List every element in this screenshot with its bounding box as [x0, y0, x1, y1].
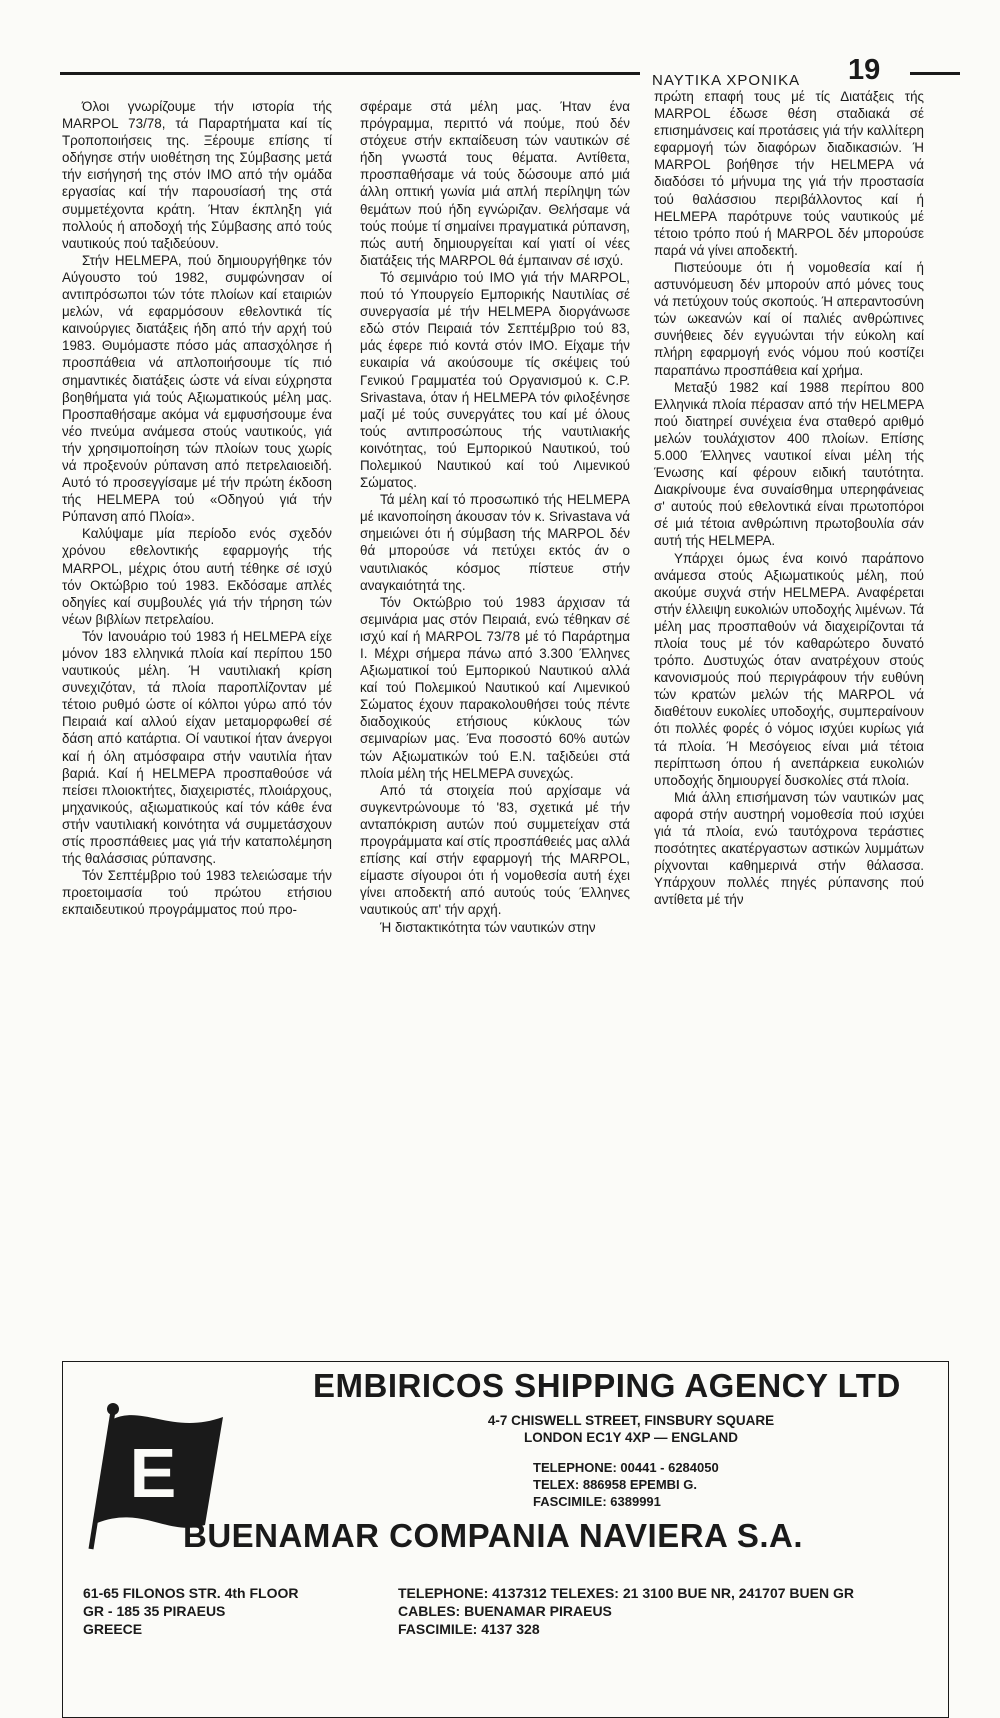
paragraph: Ή διστακτικότητα τών ναυτικών στην: [380, 919, 596, 935]
buenamar-contact: [398, 1584, 854, 1638]
paragraph: Μιά άλλη επισήμανση τών ναυτικών μας αφορά στήν αυστηρή νομοθεσία πού ισχύει γιά τά πλοία, ενώ ταυτόχρονα τεράστιες ποσότητες ακατέργαστων αστικών λυμμάτων ρίχνονται καθημερινά στήν θάλασσα. Υπάρχουν πολλές πηγές ρύπανσης πού αντίθετα μέ τήν: [654, 789, 924, 908]
address-line: GREECE: [83, 1621, 143, 1637]
svg-text:E: E: [129, 1434, 177, 1512]
embiricos-address: [481, 1412, 781, 1446]
paragraph: Τόν Ιανουάριο τού 1983 ή HELMEPA είχε μόνον 183 ελληνικά πλοία καί περίπου 150 ναυτικούς μέλη. Ή ναυτιλιακή κρίση συνεχιζόταν, τά πλοία παροπλίζονταν μέ τέτοιο ρυθμό ώστε οί κόλποι γύρω από τόν Πειραιά καί αλλού είχαν μεταμορφωθεί σέ δάση από κατάρτια. Οί ναυτικοί ήταν άνεργοι καί ή όλη ατμόσφαιρα στήν ναυτιλία ήταν βαριά. Καί ή HELMEPA προσπαθούσε νά πείσει πλοιοκτήτες, διαχειριστές, πλοιάρχους, μηχανικούς, αξιωματικούς καί τόν κάθε ένα στήν ναυτιλιακή κοινότητα νά συμμετάσχουν στίς προσπάθειες μας γιά τήν καταπολέμηση τής θαλάσσιας ρύπανσης.: [62, 628, 332, 867]
paragraph: Από τά στοιχεία πού αρχίσαμε νά συγκεντρώνουμε τό '83, σχετικά μέ τήν ανταπόκριση αυτών πού συμμετείχαν στά προγράμματα καί στίς προσπάθειές μας αλλά επίσης καί στήν εφαρμογή τής MARPOL, είμαστε σίγουροι ότι ή νομοθεσία αυτή έχει γίνει αποδεκτή από αυτούς τούς Έλληνες ναυτικούς απ' τήν αρχή.: [360, 782, 630, 918]
paragraph: Όλοι γνωρίζουμε τήν ιστορία τής MARPOL 73/78, τά Παραρτήματα καί τίς Τροποποιήσεις της. Ξέρουμε επίσης τί οδήγησε στήν υιοθέτηση της Σύμβασης μετά τήν εισήγησή της στόν IMO από τήν ομάδα εργασίας καί τήν παρουσίασή της στά συμμετέχοντα κράτη. Ήταν έκπληξη γιά πολλούς ή αποδοχή τής Σύμβασης από τούς ναυτικούς πού ταξιδεύουν.: [62, 99, 332, 251]
article-column-2: [360, 98, 630, 936]
advertisement-box: [62, 1361, 949, 1718]
page-number: 19: [848, 54, 881, 86]
embiricos-contact: [533, 1459, 719, 1510]
paragraph: Πιστεύουμε ότι ή νομοθεσία καί ή αστυνόμευση δέν μπορούν από μόνες τους νά πετύχουν τούς σκοπούς. Ή απεραντοσύνη τών ωκεανών καί οί παλιές ανθρώπινες συνήθειες δέν εγγυώνται τήν εύκολη καί πλήρη εφαρμογή ενός νόμου πού κοστίζει παραπάνω προσπάθεια καί χρήμα.: [654, 259, 924, 378]
address-line: 4-7 CHISWELL STREET, FINSBURY SQUARE: [487, 1413, 775, 1428]
page-header: [60, 54, 960, 89]
paragraph: Τόν Σεπτέμβριο τού 1983 τελειώσαμε τήν προετοιμασία τού πρώτου ετήσιου εκπαιδευτικού προγράμματος πού προ-: [62, 868, 332, 918]
paragraph: Τό σεμινάριο τού IMO γιά τήν MARPOL, πού τό Υπουργείο Εμπορικής Ναυτιλίας σέ συνεργασία μέ τήν HELMEPA διοργάνωσε εδώ στόν Πειραιά τόν Σεπτέμβριο τού 83, μάς έφερε πιό κοντά στόν IMO. Είχαμε τήν ευκαιρία νά ακούσουμε τίς σκέψεις τού Γενικού Γραμματέα τού Οργανισμού κ. C.P. Srivastava, όταν ή HELMEPA τόν φιλοξένησε μαζί μέ τούς συνεργάτες του καί μέ όλους τούς αντιπροσώπους τής ναυτιλιακής κοινότητας, τού Εμπορικού Ναυτικού, τού Πολεμικού Ναυτικού καί τού Λιμενικού Σώματος.: [360, 269, 630, 491]
paragraph: πρώτη επαφή τους μέ τίς Διατάξεις τής MARPOL έδωσε θέση σταδιακά σέ επισημάνσεις καί προτάσεις γιά τήν καλλίτερη εφαρμογή τών διαφόρων διαδικασιών. Ή MARPOL βοήθησε τήν HELMEPA νά διαδόσει τό μήνυμα της γιά τήν προστασία τού θαλάσσιου περιβάλλοντος καί ή HELMEPA παρότρυνε τούς ναυτικούς μέ τέτοιο τρόπο πού ή MARPOL δέν μπορούσε παρά νά γίνει αποδεκτή.: [654, 89, 924, 258]
header-rule-left: [60, 72, 640, 75]
telephone-line: TELEPHONE: 00441 - 6284050: [533, 1460, 719, 1475]
cables-line: CABLES: BUENAMAR PIRAEUS: [398, 1603, 612, 1619]
paragraph: Στήν HELMEPA, πού δημιουργήθηκε τόν Αύγουστο τού 1982, συμφώνησαν οί αντιπρόσωποι τών τότε πλοίων καί εταιριών μελών, νά εφαρμόσουν εθελοντικά τίς καινούργιες διατάξεις ήδη από τήν αρχή τού 1983. Θυμόμαστε πόσο μάς απασχόλησε ή προσπάθεια νά απλοποιήσουμε τίς πιό σημαντικές διατάξεις ώστε νά είναι εύχρηστα βοηθήματα γιά τούς Αξιωματικούς μέλη μας. Προσπαθήσαμε ακόμα νά εμφυσήσουμε ένα νέο πνεύμα ανάμεσα στούς ναυτικούς, γιά τήν χρησιμοποίηση τών πλοίων τους χωρίς νά προξενούν ρύπανση από πετρελαιοειδή. Αυτό τό προσεγγίσαμε μέ τήν πρώτη έκδοση τής HELMEPA τού «Οδηγού γιά τήν Ρύπανση από Πλοία».: [62, 252, 332, 525]
buenamar-address: [83, 1584, 298, 1638]
paragraph: Τόν Οκτώβριο τού 1983 άρχισαν τά σεμινάρια μας στόν Πειραιά, ενώ τέθηκαν σέ ισχύ καί ή MARPOL 73/78 μέ τό Παράρτημα I. Μέχρι σήμερα πάνω από 3.300 Έλληνες Αξιωματικοί τού Εμπορικού Ναυτικού αλλά καί τού Πολεμικού Ναυτικού καί Λιμενικού Σώματος έχουν παρακολουθήσει τούς πέντε διαδοχικούς ετήσιους κύκλους τών σεμιναρίων μας. Ένα ποσοστό 60% αυτών τών Αξιωματικών τού E.N. ταξιδεύει στά πλοία μέλη τής HELMEPA συνεχώς.: [360, 594, 630, 781]
article-body: [62, 89, 957, 1353]
publication-title: ΝΑΥΤΙΚΑ ΧΡΟΝΙΚΑ: [652, 72, 801, 89]
paragraph: Μεταξύ 1982 καί 1988 περίπου 800 Ελληνικά πλοία πέρασαν από τήν HELMEPA πού διατηρεί συνέχεια ένα σταθερό αριθμό μελών τουλάχιστον 400 πλοίων. Επίσης 5.000 Έλληνες ναυτικοί είναι μέλη τής Ένωσης καί φέρουν ειδική ταυτότητα. Διακρίνουμε ένα συναίσθημα υπερηφάνειας σ' αυτούς πού εθελοντικά είναι πρωτοπόροι σέ μιά τέτοια ανθρώπινη πρωτοβουλία σάν αυτή τής HELMEPA.: [654, 379, 924, 549]
paragraph: σφέραμε στά μέλη μας. Ήταν ένα πρόγραμμα, περιττό νά πούμε, πού δέν στόχευε στήν εκπαίδευση τών ναυτικών σέ ήδη γνωστά τους θέματα. Αντίθετα, προσπαθήσαμε νά τούς δώσουμε από μιά άλλη οπτική γωνία μιά απλή περίληψη τών θεμάτων πού ήδη εγνώριζαν. Θελήσαμε νά τούς πούμε τί σημαίνει πραγματικά ρύπανση, πώς αυτή δημιουργείται καί γιατί οί νέες διατάξεις τής MARPOL θά έμπαιναν σέ ισχύ.: [360, 99, 630, 268]
address-line: LONDON EC1Y 4XP — ENGLAND: [523, 1430, 739, 1445]
paragraph: Καλύψαμε μία περίοδο ενός σχεδόν χρόνου εθελοντικής εφαρμογής τής MARPOL, μέχρις ότου αυτή τέθηκε σέ ισχύ τόν Οκτώβριο τού 1983. Εκδόσαμε απλές οδηγίες καί συμβουλές γιά τήν τήρηση τών νέων βιβλίων πετρελαίου.: [62, 526, 332, 627]
article-column-1: [62, 98, 332, 919]
telephone-line: TELEPHONE: 4137312 TELEXES: 21 3100 BUE NR, 241707 BUEN GR: [398, 1585, 854, 1601]
fax-line: FASCIMILE: 6389991: [533, 1494, 661, 1509]
paragraph: Τά μέλη καί τό προσωπικό τής HELMEPA μέ ικανοποίηση άκουσαν τόν κ. Srivastava νά σημειώνει ότι ή σύμβαση τής MARPOL δέν θά μπορούσε νά πετύχει εκτός άν ο ναυτιλιακός κόσμος πίστευε στήν αναγκαιότητά της.: [360, 492, 630, 593]
address-line: GR - 185 35 PIRAEUS: [83, 1603, 226, 1619]
paragraph: Υπάρχει όμως ένα κοινό παράπονο ανάμεσα στούς Αξιωματικούς μέλη, πού ακούμε συχνά στήν HELMEPA. Αναφέρεται στήν έλλειψη ευκολιών υποδοχής λιμένων. Τά μέλη μας προσπαθούν νά διαχειρίζονται τά πλοία τους μέ τόν καθαρώτερο δυνατό τρόπο. Δυστυχώς όταν ανατρέχουν στούς κανονισμούς πού περιγράφουν τήν ευθύνη τών κρατών μελών τής MARPOL νά διαθέτουν ευκολίες υποδοχής, συμπεραίνουν ότι πολλές φορές ό νόμος ισχύει κυρίως γιά τά πλοία. Ή Μεσόγειος είναι μιά τέτοια περίπτωση όπου ή ανεπάρκεια ευκολιών υποδοχής δημιουργεί δυσκολίες στά πλοία.: [654, 550, 924, 788]
telex-line: TELEX: 886958 EPEMBI G.: [533, 1477, 698, 1492]
fax-line: FASCIMILE: 4137 328: [398, 1621, 540, 1637]
buenamar-company-name: BUENAMAR COMPANIA NAVIERA S.A.: [183, 1517, 804, 1554]
embiricos-company-name: EMBIRICOS SHIPPING AGENCY LTD: [313, 1367, 901, 1404]
header-rule-right: [910, 72, 960, 75]
address-line: 61-65 FILONOS STR. 4th FLOOR: [83, 1585, 299, 1601]
article-column-3: [654, 88, 924, 909]
